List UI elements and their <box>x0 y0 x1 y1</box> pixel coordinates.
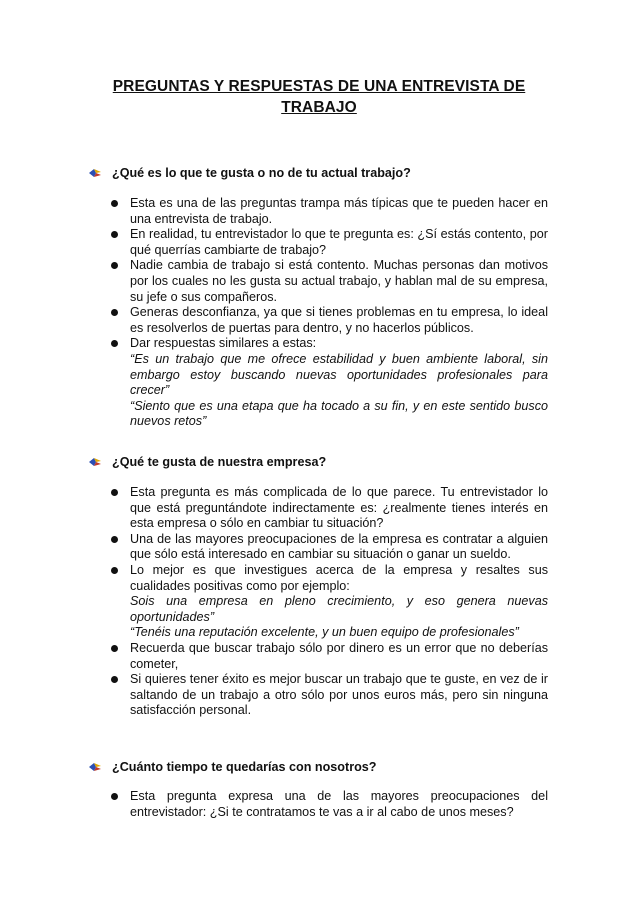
bullet-dot-icon <box>111 262 118 269</box>
bullet-dot-icon <box>111 567 118 574</box>
answer-list-2 <box>108 485 548 719</box>
answer-list-3 <box>108 789 548 820</box>
list-item: Dar respuestas similares a estas: “Es un trabajo que me ofrece estabilidad y buen ambiente laboral, sin embargo estoy buscando nuevas oportunidades profesionales para crecer” “Siento que es una etapa que ha tocado a su fin, y en este sentido busco nuevos retos” <box>108 336 548 430</box>
list-item: Esta es una de las preguntas trampa más típicas que te pueden hacer en una entrevista de trabajo. <box>108 196 548 227</box>
diamond-bullet-icon <box>88 455 102 469</box>
bullet-dot-icon <box>111 489 118 496</box>
example-quote: “Tenéis una reputación excelente, y un buen equipo de profesionales” <box>130 625 519 640</box>
list-item: En realidad, tu entrevistador lo que te pregunta es: ¿Sí estás contento, por qué querrías cambiarte de trabajo? <box>108 227 548 258</box>
bullet-dot-icon <box>111 645 118 652</box>
answer-list-1 <box>108 196 548 430</box>
question-text: ¿Qué te gusta de nuestra empresa? <box>112 455 327 469</box>
question-text: ¿Qué es lo que te gusta o no de tu actual trabajo? <box>112 166 411 180</box>
list-item: Recuerda que buscar trabajo sólo por dinero es un error que no deberías cometer, <box>108 641 548 672</box>
list-item: Si quieres tener éxito es mejor buscar un trabajo que te guste, en vez de ir saltando de un trabajo a otro sólo por unos euros más, pero sin ninguna satisfacción personal. <box>108 672 548 719</box>
bullet-dot-icon <box>111 676 118 683</box>
list-item: Una de las mayores preocupaciones de la empresa es contratar a alguien que sólo está interesado en cambiar su situación o ganar un sueldo. <box>108 532 548 563</box>
list-item: Generas desconfianza, ya que si tienes problemas en tu empresa, lo ideal es resolverlos de puertas para dentro, y no hacerlos públicos. <box>108 305 548 336</box>
list-item: Lo mejor es que investigues acerca de la empresa y resaltes sus cualidades positivas como por ejemplo: Sois una empresa en pleno crecimiento, y eso genera nuevas oportunidades” “Tenéis una reputación excelente, y un buen equipo de profesionales” <box>108 563 548 641</box>
example-quote: “Es un trabajo que me ofrece estabilidad y buen ambiente laboral, sin embargo estoy buscando nuevas oportunidades profesionales para crecer” <box>130 351 548 398</box>
bullet-dot-icon <box>111 793 118 800</box>
page-title: PREGUNTAS Y RESPUESTAS DE UNA ENTREVISTA DE TRABAJO <box>112 78 526 116</box>
bullet-dot-icon <box>111 309 118 316</box>
diamond-bullet-icon <box>88 760 102 774</box>
bullet-dot-icon <box>111 340 118 347</box>
section-heading-3 <box>88 758 558 778</box>
bullet-dot-icon <box>111 200 118 207</box>
section-heading-1 <box>88 164 558 184</box>
question-text: ¿Cuánto tiempo te quedarías con nosotros? <box>112 760 377 774</box>
list-item: Nadie cambia de trabajo si está contento. Muchas personas dan motivos por los cuales no les gusta su actual trabajo, y hablan mal de su empresa, su jefe o sus compañeros. <box>108 258 548 305</box>
bullet-dot-icon <box>111 231 118 238</box>
diamond-bullet-icon <box>88 166 102 180</box>
section-heading-2 <box>88 453 558 473</box>
list-item: Esta pregunta es más complicada de lo que parece. Tu entrevistador lo que está preguntándote indirectamente es: ¿realmente tienes interés en esta empresa o sólo en cambiar tu situación? <box>108 485 548 532</box>
example-quote: “Siento que es una etapa que ha tocado a su fin, y en este sentido busco nuevos retos” <box>130 398 548 429</box>
bullet-dot-icon <box>111 536 118 543</box>
example-quote: Sois una empresa en pleno crecimiento, y eso genera nuevas oportunidades” <box>130 594 548 624</box>
list-item: Esta pregunta expresa una de las mayores preocupaciones del entrevistador: ¿Si te contratamos te vas a ir al cabo de unos meses? <box>108 789 548 820</box>
